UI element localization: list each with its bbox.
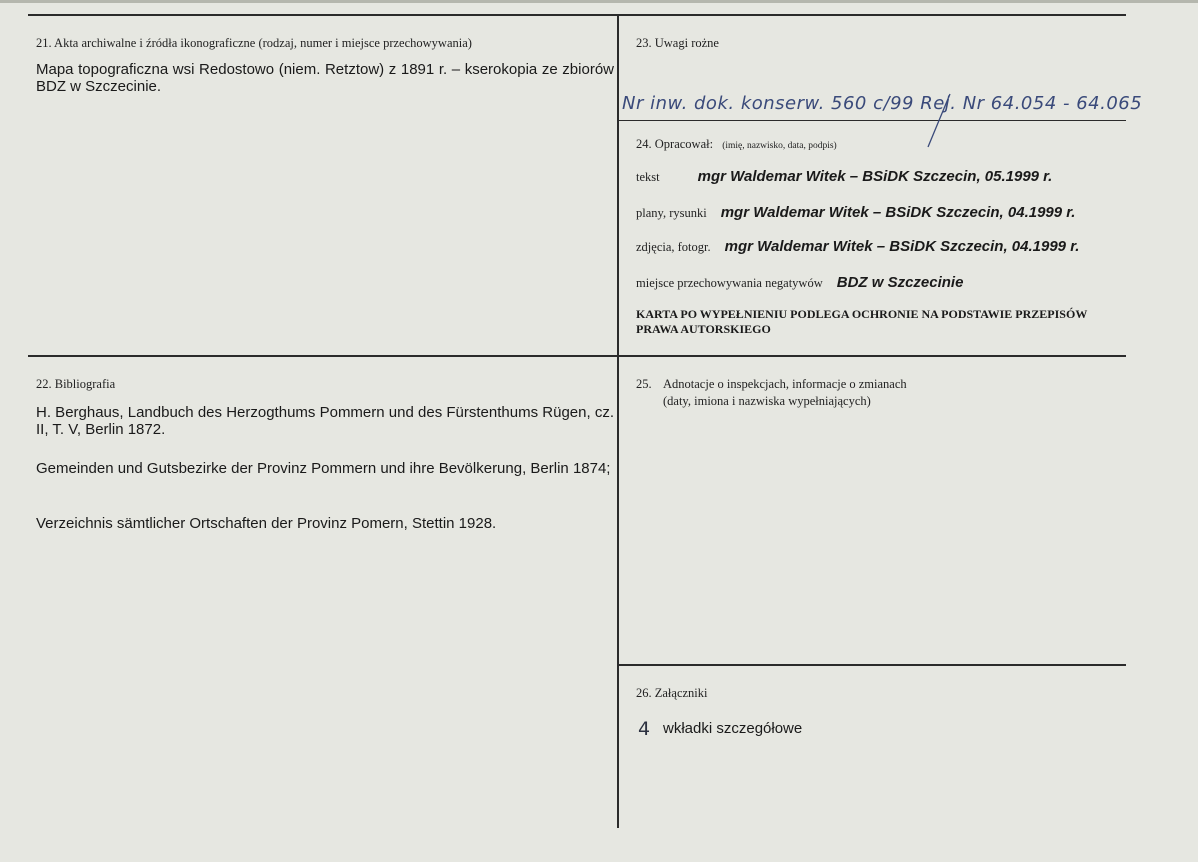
author-row-value: mgr Waldemar Witek – BSiDK Szczecin, 04.1999 r.: [720, 204, 1076, 221]
rule-25-26: [619, 664, 1126, 666]
handwritten-slash-stroke: [920, 92, 960, 152]
section-25-subtitle: (daty, imiona i nazwiska wypełniających): [663, 394, 871, 408]
author-row-negatives: [636, 274, 963, 291]
middle-rule: [28, 355, 1126, 357]
author-row-label: miejsce przechowywania negatywów: [636, 276, 823, 290]
section-21-text: Mapa topograficzna wsi Redostowo (niem. Retztow) z 1891 r. – kserokopia ze zbiorów BDZ w Szczecinie.: [36, 61, 614, 95]
attachment-description: wkładki szczegółowe: [663, 720, 803, 737]
handwritten-inventory-note: Nr inw. dok. konserw. 560 c/99 Rej. Nr 64.054 - 64.065: [622, 93, 1143, 114]
section-23-label: 23. Uwagi rożne: [636, 36, 719, 50]
author-row-value: mgr Waldemar Witek – BSiDK Szczecin, 05.1999 r.: [697, 168, 1053, 185]
bibliography-item: Gemeinden und Gutsbezirke der Provinz Pommern und ihre Bevölkerung, Berlin 1874;: [36, 460, 611, 477]
section-24-label-small: (imię, nazwisko, data, podpis): [722, 141, 837, 151]
author-row-photos: [636, 238, 1079, 255]
section-25-number: 25.: [636, 377, 652, 391]
bibliography-item: H. Berghaus, Landbuch des Herzogthums Pommern und des Fürstenthums Rügen, cz. II, T. V, Berlin 1872.: [36, 404, 614, 438]
center-divider: [617, 14, 619, 828]
attachment-count-handwritten: 4: [638, 718, 651, 740]
rule-23-24: [619, 120, 1126, 121]
section-25-title: Adnotacje o inspekcjach, informacje o zmianach: [663, 377, 907, 391]
author-row-label: tekst: [636, 170, 660, 184]
section-21-label: 21. Akta archiwalne i źródła ikonograficzne (rodzaj, numer i miejsce przechowywania): [36, 36, 472, 50]
section-24-label: 24. Opracował:: [636, 137, 714, 151]
top-rule: [28, 14, 1126, 16]
author-row-text: [636, 168, 1052, 185]
section-24-label-row: [636, 137, 837, 152]
author-row-label: plany, rysunki: [636, 206, 707, 220]
author-row-value: mgr Waldemar Witek – BSiDK Szczecin, 04.1999 r.: [724, 238, 1080, 255]
author-row-label: zdjęcia, fotogr.: [636, 240, 711, 254]
copyright-notice: KARTA PO WYPEŁNIENIU PODLEGA OCHRONIE NA PODSTAWIE PRZEPISÓW PRAWA AUTORSKIEGO: [636, 307, 1088, 336]
section-26-label: 26. Załączniki: [636, 686, 708, 700]
card-top-edge: [0, 0, 1198, 3]
author-row-plans: [636, 204, 1075, 221]
bibliography-item: Verzeichnis sämtlicher Ortschaften der Provinz Pomern, Stettin 1928.: [36, 515, 497, 532]
section-22-label: 22. Bibliografia: [36, 377, 116, 391]
author-row-value: BDZ w Szczecinie: [836, 274, 964, 291]
